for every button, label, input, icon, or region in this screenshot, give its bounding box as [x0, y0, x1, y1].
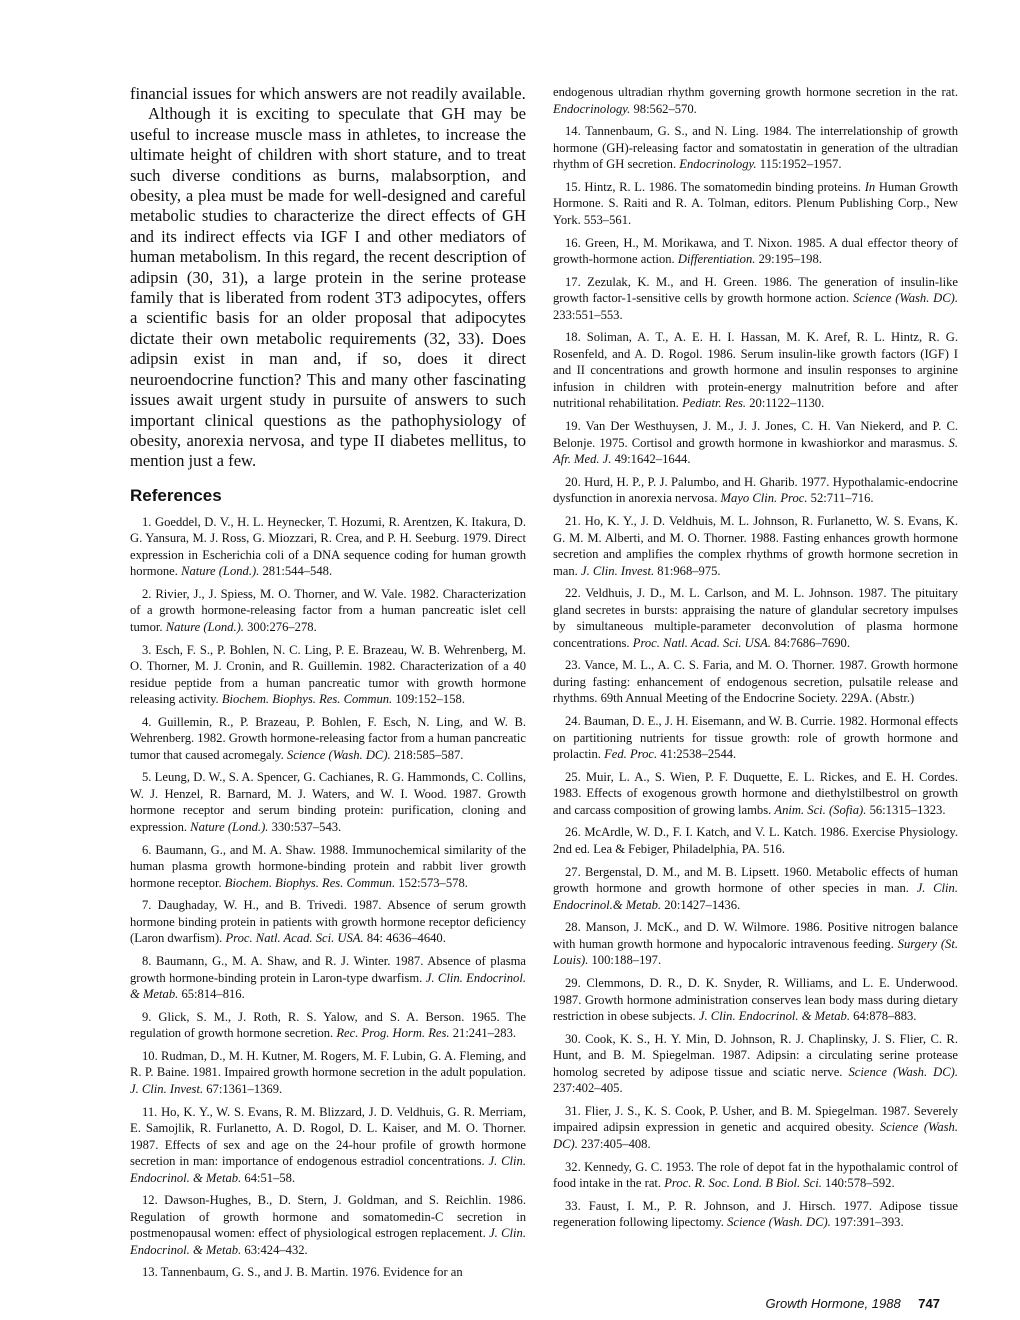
reference-journal: Science (Wash. DC). — [848, 1064, 958, 1079]
reference-journal: J. Clin. Endocrinol. & Metab. — [130, 1226, 526, 1257]
reference-list-right — [553, 84, 958, 1231]
reference-entry — [130, 642, 526, 708]
reference-entry — [553, 1103, 958, 1153]
reference-entry — [553, 1159, 958, 1192]
reference-journal: Mayo Clin. Proc. — [720, 491, 808, 506]
reference-citation: 84: 4636–4640. — [366, 931, 446, 946]
reference-journal: Proc. Natl. Acad. Sci. USA. — [225, 931, 364, 946]
footer-journal-name: Growth Hormone, 1988 — [765, 1296, 901, 1311]
reference-citation: 20:1122–1130. — [749, 396, 825, 411]
reference-entry — [130, 1104, 526, 1187]
page-number: 747 — [918, 1296, 940, 1311]
body-paragraph: Although it is exciting to speculate that GH may be useful to increase muscle mass in athletes, to increase the ultimate height of children with short stature, and to treat such diverse conditions as burns, malabsorption, and obesity, a plea must be made for well-designed and careful metabolic studies to characterize the direct effects of GH and its indirect effects via IGF I and other mediators of human metabolism. In this regard, the recent description of adipsin (30, 31), a large protein in the serine protease family that is liberated from rodent 3T3 adipocytes, offers a scientific basis for an older proposal that adipocytes dictate their own metabolic requirements (32, 33). Does adipsin exist in man and, if so, does it direct neuroendocrine function? This and many other fascinating issues await urgent study in pursuite of answers to such important clinical questions as the pathophysiology of obesity, anorexia nervosa, and type II diabetes mellitus, to mention just a few. — [130, 104, 526, 471]
reference-entry — [553, 864, 958, 914]
reference-text: 10. Rudman, D., M. H. Kutner, M. Rogers, M. F. Lubin, G. A. Fleming, and R. P. Baine. 1981. Impaired growth hormone secretion in the adult population. — [130, 1048, 526, 1080]
reference-citation: 330:537–543. — [271, 819, 342, 834]
reference-text: 23. Vance, M. L., A. C. S. Faria, and M. O. Thorner. 1987. Growth hormone during fasting: enhancement of endogenous secretion, pulsatile release and rhythms. 69th Annual Meeting of the Endocrine Society. 229A. (Abstr.) — [553, 658, 958, 706]
reference-journal: Rec. Prog. Horm. Res. — [336, 1026, 450, 1041]
reference-citation: 218:585–587. — [393, 747, 464, 762]
reference-citation: 65:814–816. — [181, 987, 245, 1002]
reference-citation: 140:578–592. — [825, 1176, 895, 1191]
reference-entry — [130, 1048, 526, 1098]
reference-text: 6. Baumann, G., and M. A. Shaw. 1988. Immunochemical similarity of the human plasma growth hormone-binding protein and rabbit liver growth hormone receptor. — [130, 842, 526, 890]
reference-entry — [130, 1192, 526, 1258]
reference-journal: Science (Wash. DC). — [727, 1215, 831, 1230]
reference-citation: 237:405–408. — [581, 1136, 651, 1151]
reference-text: endogenous ultradian rhythm governing growth hormone secretion in the rat. — [553, 85, 958, 99]
reference-journal: Endocrinology. — [679, 157, 757, 172]
reference-journal: Differentiation. — [677, 252, 756, 267]
reference-journal: S. Afr. Med. J. — [553, 435, 958, 467]
reference-citation: 300:276–278. — [247, 619, 317, 634]
reference-text: 3. Esch, F. S., P. Bohlen, N. C. Ling, P. E. Brazeau, W. B. Wehrenberg, M. O. Thorner, M. J. Cronin, and R. Guillemin. 1982. Characterization of a 40 residue peptide from a human pancreatic tumor with growth hormone releasing activity. — [130, 642, 526, 707]
reference-text: 17. Zezulak, K. M., and H. Green. 1986. The generation of insulin-like growth factor-1-sensitive cells by growth hormone action. — [553, 274, 958, 306]
reference-text: 28. Manson, J. McK., and D. W. Wilmore. 1986. Positive nitrogen balance with human growth hormone and hypocaloric intravenous feeding. — [553, 920, 958, 951]
reference-journal: Anim. Sci. (Sofia). — [774, 802, 867, 817]
reference-journal: Biochem. Biophys. Res. Commun. — [224, 875, 396, 890]
reference-entry — [553, 657, 958, 707]
reference-entry — [130, 1009, 526, 1042]
reference-entry — [130, 1264, 526, 1281]
reference-entry — [553, 329, 958, 412]
reference-citation: 100:188–197. — [591, 953, 662, 968]
reference-list-left — [130, 514, 526, 1281]
reference-text: 9. Glick, S. M., J. Roth, R. S. Yalow, and S. A. Berson. 1965. The regulation of growth hormone secretion. — [130, 1009, 526, 1041]
reference-text: 31. Flier, J. S., K. S. Cook, P. Usher, and B. M. Spiegelman. 1987. Severely impaired adipsin expression in genetic and acquired obesity. — [553, 1103, 958, 1135]
reference-journal: In — [864, 179, 876, 194]
reference-entry — [553, 179, 958, 229]
reference-text: 20. Hurd, H. P., P. J. Palumbo, and H. Gharib. 1977. Hypothalamic-endocrine dysfunction in anorexia nervosa. — [553, 474, 958, 506]
reference-citation: 29:195–198. — [758, 252, 822, 267]
reference-text: 25. Muir, L. A., S. Wien, P. F. Duquette, E. L. Rickes, and E. H. Cordes. 1983. Effects of exogenous growth hormone and diethylstilbestrol on growth and carcass composition of growing lambs. — [553, 769, 958, 817]
reference-entry — [553, 474, 958, 507]
reference-entry — [553, 84, 958, 117]
reference-text: 21. Ho, K. Y., J. D. Veldhuis, M. L. Johnson, R. Furlanetto, W. S. Evans, K. G. M. M. Alberti, and M. O. Thorner. 1988. Fasting enhances growth hormone secretion and amplifies the complex rhythms of growth hormone secretion in man. — [553, 514, 958, 578]
page-footer — [766, 1296, 940, 1311]
left-column — [130, 84, 526, 1287]
reference-entry — [553, 123, 958, 173]
reference-journal: Science (Wash. DC). — [852, 291, 958, 306]
reference-entry — [553, 1198, 958, 1231]
reference-entry — [553, 513, 958, 579]
reference-citation: 115:1952–1957. — [759, 157, 842, 172]
reference-entry — [130, 769, 526, 835]
reference-citation: 67:1361–1369. — [206, 1081, 283, 1096]
reference-citation: 98:562–570. — [633, 101, 697, 116]
reference-text: 18. Soliman, A. T., A. E. H. I. Hassan, M. K. Aref, R. L. Hintz, R. G. Rosenfeld, and A. D. Rogol. 1986. Serum insulin-like growth factors (IGF) I and II concentrations and growth hormone and insulin responses to arginine infusion in children with protein-energy malnutrition before and after nutritional rehabilitation. — [553, 330, 958, 411]
reference-journal: J. Clin. Endocrinol. & Metab. — [130, 970, 526, 1002]
reference-entry — [130, 586, 526, 636]
reference-journal: Science (Wash. DC). — [286, 747, 391, 762]
reference-journal: Nature (Lond.). — [165, 619, 244, 634]
reference-citation: 41:2538–2544. — [660, 747, 737, 762]
reference-text: 11. Ho, K. Y., W. S. Evans, R. M. Blizzard, J. D. Veldhuis, G. R. Merriam, E. Samojlik, R. Furlanetto, A. D. Rogol, D. L. Kaiser, and M. O. Thorner. 1987. Effects of sex and age on the 24-hour profile of growth hormone secretion in man: importance of endogenous estradiol concentrations. — [130, 1104, 526, 1169]
reference-entry — [553, 235, 958, 268]
reference-citation: 109:152–158. — [395, 692, 465, 707]
reference-text: 5. Leung, D. W., S. A. Spencer, G. Cachianes, R. G. Hammonds, C. Collins, W. J. Henzel, R. Barnard, M. J. Waters, and W. I. Wood. 1987. Growth hormone receptor and serum binding protein: purification, cloning and expression. — [130, 770, 526, 834]
reference-citation: 237:402–405. — [553, 1081, 623, 1096]
reference-citation: Human Growth Hormone. S. Raiti and R. A. Tolman, editors. Plenum Publishing Corp., New York. 553–561. — [553, 179, 959, 227]
reference-journal: Proc. Natl. Acad. Sci. USA. — [632, 635, 771, 650]
reference-text: 33. Faust, I. M., P. R. Johnson, and J. Hirsch. 1977. Adipose tissue regeneration following lipectomy. — [553, 1198, 958, 1230]
reference-journal: Surgery (St. Louis). — [553, 936, 958, 968]
reference-journal: Nature (Lond.). — [190, 819, 269, 834]
references-heading: References — [130, 485, 222, 505]
reference-text: 30. Cook, K. S., H. Y. Min, D. Johnson, R. J. Chaplinsky, J. S. Flier, C. R. Hunt, and B. M. Spiegelman. 1987. Adipsin: a circulating serine protease homolog secreted by adipose tissue and sciatic nerve. — [553, 1031, 958, 1079]
reference-entry — [130, 514, 526, 580]
reference-text: 26. McArdle, W. D., F. I. Katch, and V. L. Katch. 1986. Exercise Physiology. 2nd ed. Lea & Febiger, Philadelphia, PA. 516. — [553, 825, 958, 856]
reference-entry — [553, 919, 958, 969]
reference-entry — [553, 769, 958, 819]
reference-text: 13. Tannenbaum, G. S., and J. B. Martin. 1976. Evidence for an — [142, 1265, 463, 1280]
reference-text: 4. Guillemin, R., P. Brazeau, P. Bohlen, F. Esch, N. Ling, and W. B. Wehrenberg. 1982. Growth hormone-releasing factor from a human pancreatic tumor that caused acromegaly. — [130, 714, 527, 762]
reference-text: 27. Bergenstal, D. M., and M. B. Lipsett. 1960. Metabolic effects of human growth hormone and growth hormone of other species in man. — [553, 864, 958, 896]
reference-citation: 152:573–578. — [398, 875, 468, 890]
right-column — [553, 84, 958, 1237]
reference-citation: 56:1315–1323. — [869, 802, 946, 817]
reference-journal: Fed. Proc. — [604, 747, 658, 762]
reference-entry — [553, 713, 958, 763]
reference-citation: 64:878–883. — [853, 1009, 917, 1023]
reference-entry — [553, 975, 958, 1025]
reference-entry — [130, 897, 526, 947]
reference-journal: J. Clin. Invest. — [130, 1081, 204, 1096]
reference-text: 15. Hintz, R. L. 1986. The somatomedin binding proteins. — [565, 179, 862, 194]
body-paragraph: financial issues for which answers are not readily available. — [130, 84, 526, 103]
reference-text: 8. Baumann, G., M. A. Shaw, and R. J. Winter. 1987. Absence of plasma growth hormone-binding protein in Laron-type dwarfism. — [130, 954, 526, 985]
reference-journal: Nature (Lond.). — [181, 564, 260, 579]
reference-entry — [130, 842, 526, 892]
reference-citation: 197:391–393. — [833, 1215, 904, 1230]
reference-text: 12. Dawson-Hughes, B., D. Stern, J. Goldman, and S. Reichlin. 1986. Regulation of growth hormone and somatomedin-C secretion in postmenopausal women: effect of physiological estrogen replacement. — [130, 1193, 526, 1241]
reference-journal: J. Clin. Invest. — [581, 563, 655, 578]
reference-journal: J. Clin. Endocrinol.& Metab. — [553, 881, 958, 912]
reference-citation: 20:1427–1436. — [664, 897, 741, 912]
reference-entry — [130, 953, 526, 1003]
reference-journal: Pediatr. Res. — [682, 396, 747, 411]
reference-journal: Science (Wash. DC). — [553, 1120, 958, 1151]
reference-citation: 63:424–432. — [244, 1242, 308, 1257]
reference-entry — [553, 274, 958, 324]
reference-entry — [553, 1031, 958, 1097]
reference-citation: 281:544–548. — [262, 564, 333, 579]
reference-text: 2. Rivier, J., J. Spiess, M. O. Thorner, and W. Vale. 1982. Characterization of a growth hormone-releasing factor from a human pancreatic islet cell tumor. — [130, 586, 526, 634]
reference-text: 1. Goeddel, D. V., H. L. Heynecker, T. Hozumi, R. Arentzen, K. Itakura, D. G. Yansura, M. J. Ross, G. Miozzari, R. Crea, and P. H. Seeburg. 1979. Direct expression in Escherichia coli of a DNA sequence coding for human growth hormone. — [130, 514, 526, 579]
reference-text: 19. Van Der Westhuysen, J. M., J. J. Jones, C. H. Van Niekerd, and P. C. Belonje. 1975. Cortisol and growth hormone in kwashiorkor and marasmus. — [553, 419, 958, 450]
reference-journal: J. Clin. Endocrinol. & Metab. — [130, 1154, 526, 1185]
reference-journal: J. Clin. Endocrinol. & Metab. — [698, 1009, 850, 1023]
reference-citation: 64:51–58. — [244, 1170, 296, 1185]
reference-journal: Endocrinology. — [553, 101, 631, 116]
reference-text: 7. Daughaday, W. H., and B. Trivedi. 1987. Absence of serum growth hormone binding protein in patients with growth hormone receptor deficiency (Laron dwarfism). — [130, 898, 526, 946]
reference-journal: Biochem. Biophys. Res. Commun. — [221, 692, 393, 707]
reference-journal: Proc. R. Soc. Lond. B Biol. Sci. — [664, 1176, 822, 1191]
reference-text: 24. Bauman, D. E., J. H. Eisemann, and W. B. Currie. 1982. Hormonal effects on partitioning nutrients for tissue growth: role of growth hormone and prolactin. — [553, 714, 958, 762]
reference-text: 22. Veldhuis, J. D., M. L. Carlson, and M. L. Johnson. 1987. The pituitary gland secretes in bursts: appraising the nature of glandular secretory impulses by simultaneous multiple-parameter deconvolution of plasma hormone concentrations. — [553, 586, 958, 650]
reference-citation: 84:7686–7690. — [774, 635, 850, 650]
reference-entry — [553, 585, 958, 651]
reference-entry — [130, 714, 526, 764]
reference-citation: 81:968–975. — [657, 563, 721, 578]
reference-citation: 52:711–716. — [810, 491, 874, 506]
reference-text: 32. Kennedy, G. C. 1953. The role of depot fat in the hypothalamic control of food intake in the rat. — [553, 1159, 958, 1191]
reference-text: 14. Tannenbaum, G. S., and N. Ling. 1984. The interrelationship of growth hormone (GH)-releasing factor and somatostatin in generation of the ultradian rhythm of GH secretion. — [553, 124, 958, 172]
reference-text: 16. Green, H., M. Morikawa, and T. Nixon. 1985. A dual effector theory of growth-hormone action. — [553, 235, 958, 267]
reference-citation: 233:551–553. — [553, 307, 623, 322]
reference-entry — [553, 824, 958, 857]
reference-text: 29. Clemmons, D. R., D. K. Snyder, R. Williams, and L. E. Underwood. 1987. Growth hormone administration conserves lean body mass during dietary restriction in obese subjects. — [553, 976, 958, 1023]
reference-citation: 49:1642–1644. — [614, 452, 691, 467]
reference-citation: 21:241–283. — [452, 1026, 517, 1041]
reference-entry — [553, 418, 958, 468]
